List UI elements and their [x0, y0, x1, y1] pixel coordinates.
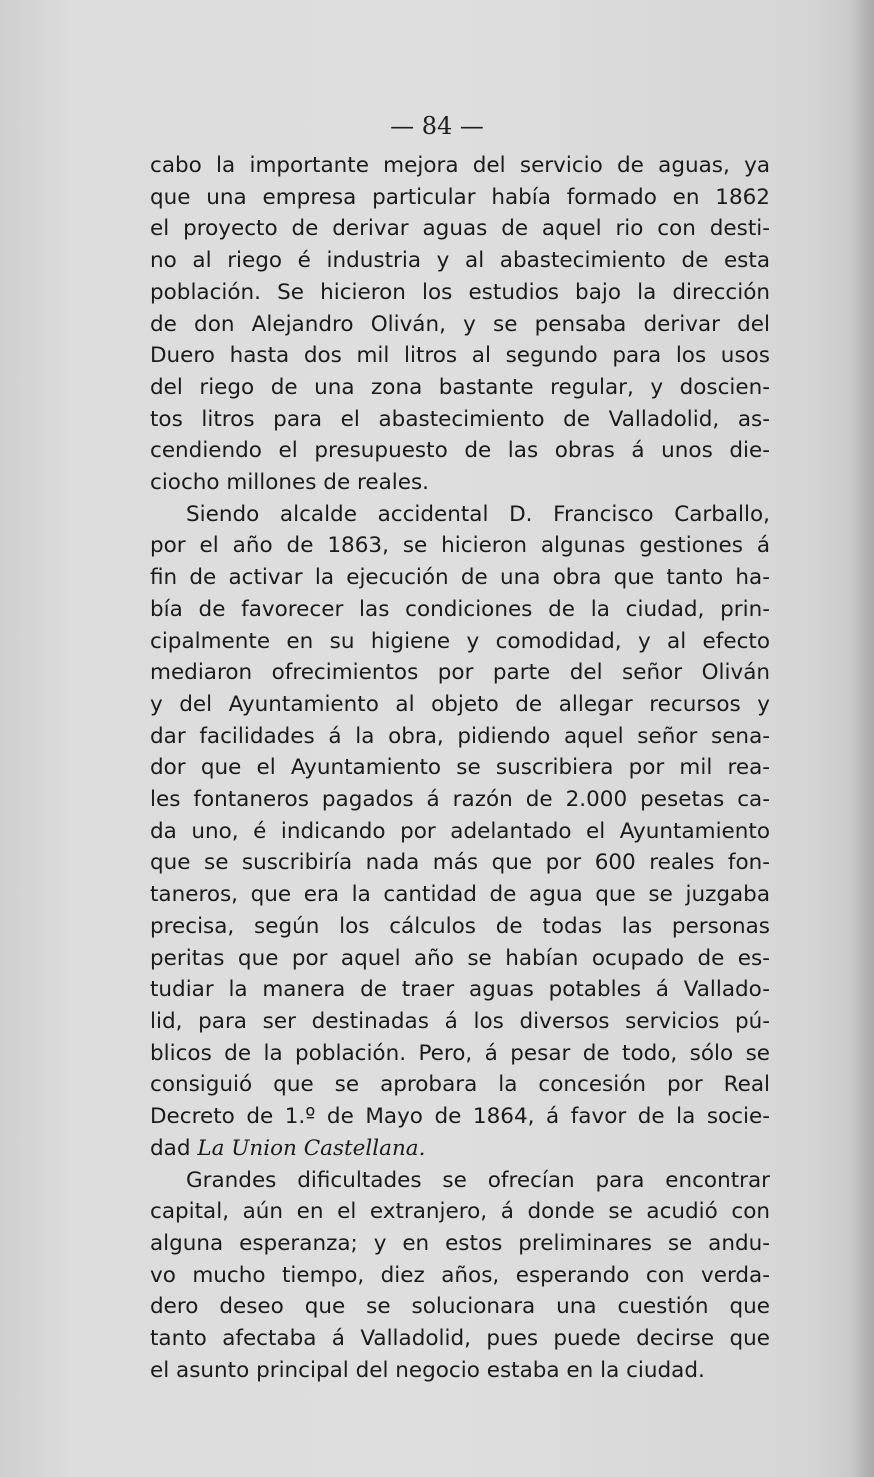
text-line: lid, para ser destinadas á los diversos servicios pú-	[150, 1008, 770, 1034]
text-line: precisa, según los cálculos de todas las personas	[150, 913, 770, 939]
text-line: cipalmente en su higiene y comodidad, y al efecto	[150, 628, 770, 654]
text-line: del riego de una zona bastante regular, y doscien-	[150, 374, 770, 400]
text-line: Duero hasta dos mil litros al segundo para los usos	[150, 343, 770, 369]
page-edge-shadow	[850, 0, 874, 1477]
text-line: y del Ayuntamiento al objeto de allegar recursos y	[150, 691, 770, 717]
text-line: cabo la importante mejora del servicio de aguas, ya	[150, 153, 770, 178]
text-line: blicos de la población. Pero, á pesar de todo, sólo se	[150, 1040, 770, 1066]
text-line-final	[150, 1133, 770, 1165]
text-line: capital, aún en el extranjero, á donde se acudió con	[150, 1199, 770, 1225]
text-line: que se suscribiría nada más que por 600 reales fon-	[150, 850, 770, 876]
paragraph-3	[150, 1165, 770, 1387]
paragraph-1	[150, 150, 770, 499]
text-line: que una empresa particular había formado en 1862	[150, 184, 770, 210]
text-line: bía de favorecer las condiciones de la ciudad, prin-	[150, 596, 770, 622]
paragraph-2	[150, 499, 770, 1165]
text-line: da uno, é indicando por adelantado el Ayuntamiento	[150, 818, 770, 844]
text-line: cendiendo el presupuesto de las obras á unos die-	[150, 438, 770, 464]
text-line: consiguió que se aprobara la concesión por Real	[150, 1072, 770, 1098]
text-line: no al riego é industria y al abastecimiento de esta	[150, 248, 770, 274]
text-line: tos litros para el abastecimiento de Valladolid, as-	[150, 406, 770, 432]
text-line: alguna esperanza; y en estos preliminares se andu-	[150, 1230, 770, 1256]
text-line: dor que el Ayuntamiento se suscribiera por mil rea-	[150, 755, 770, 781]
text-line: el proyecto de derivar aguas de aquel rio con desti-	[150, 216, 770, 242]
page-number: — 84 —	[390, 112, 484, 140]
text-line: población. Se hicieron los estudios bajo la dirección	[150, 279, 770, 305]
text-line: tudiar la manera de traer aguas potables á Vallado-	[150, 977, 770, 1003]
text-line: dero deseo que se solucionara una cuestión que	[150, 1294, 770, 1320]
text-line: ciocho millones de reales.	[150, 470, 430, 496]
text-line: de don Alejandro Oliván, y se pensaba derivar del	[150, 311, 770, 337]
text-line: taneros, que era la cantidad de agua que se juzgaba	[150, 882, 770, 908]
text-line: vo mucho tiempo, diez años, esperando con verda-	[150, 1262, 770, 1288]
society-name-italic: La Union Castellana.	[197, 1135, 426, 1161]
body-text	[150, 150, 770, 1386]
text-line: fin de activar la ejecución de una obra que tanto ha-	[150, 565, 770, 591]
text-line: tanto afectaba á Valladolid, pues puede decirse que	[150, 1326, 770, 1352]
text-fragment: dad	[150, 1135, 198, 1161]
text-line: el asunto principal del negocio estaba en la ciudad.	[150, 1357, 705, 1383]
text-line: Grandes dificultades se ofrecían para encontrar	[186, 1167, 770, 1193]
text-line: Decreto de 1.º de Mayo de 1864, á favor de la socie-	[150, 1104, 770, 1130]
text-line: dar facilidades á la obra, pidiendo aquel señor sena-	[150, 723, 770, 749]
text-line: mediaron ofrecimientos por parte del señor Oliván	[150, 660, 770, 686]
text-line: por el año de 1863, se hicieron algunas gestiones á	[150, 533, 770, 559]
text-line: Siendo alcalde accidental D. Francisco Carballo,	[186, 501, 770, 527]
text-line: les fontaneros pagados á razón de 2.000 pesetas ca-	[150, 787, 770, 813]
text-line: peritas que por aquel año se habían ocupado de es-	[150, 945, 770, 971]
